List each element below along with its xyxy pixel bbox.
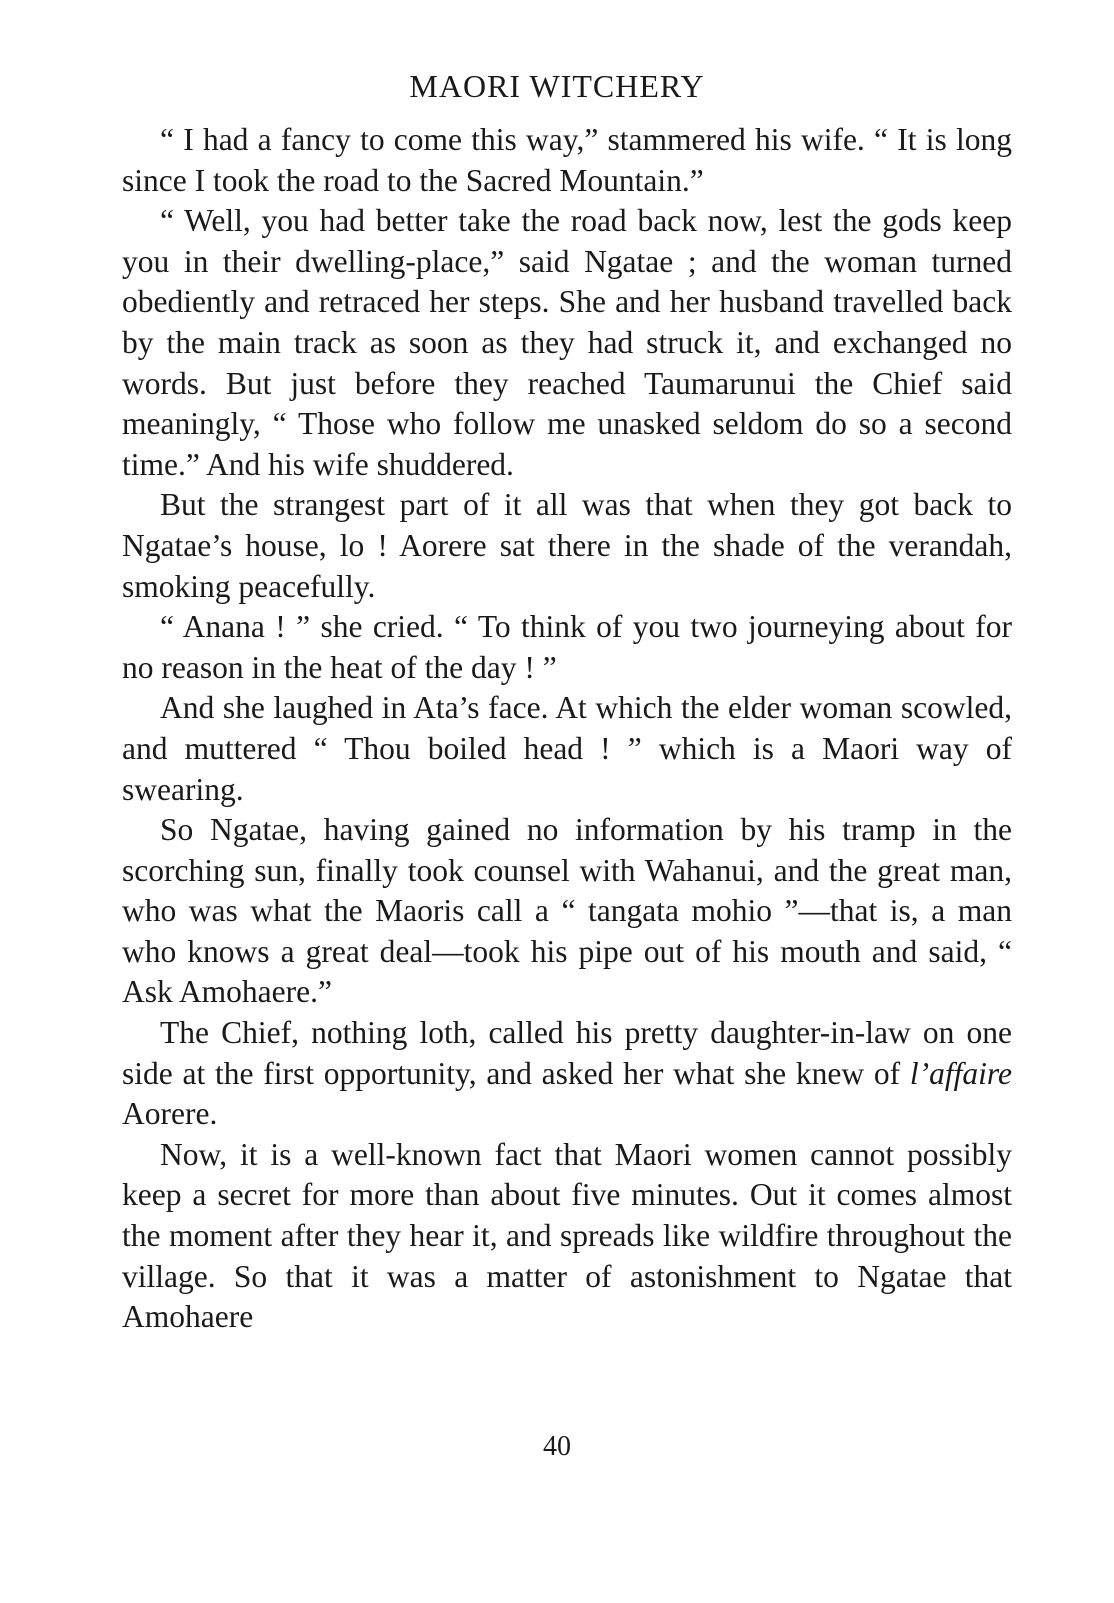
running-head: MAORI WITCHERY <box>409 68 705 104</box>
paragraph: So Ngatae, having gained no information by his tramp in the scorching sun, finally took counsel with Wahanui, and the great man, who was what the Maoris call a “ tangata mohio ”—that is, a man who knows a great deal—took his pipe out of his mouth and said, “ Ask Amohaere.” <box>122 812 1012 1010</box>
paragraph-text: The Chief, nothing loth, called his pretty daughter-in-law on one side at the first opportunity, and asked her what she knew of <box>122 1015 1012 1091</box>
paragraph-text: Aorere. <box>122 1096 218 1132</box>
italic-phrase: l’affaire <box>909 1055 1012 1091</box>
paragraph: Now, it is a well-known fact that Maori women cannot possibly keep a secret for more than about five minutes. Out it comes almost the moment after they hear it, and spreads like wildfire throughout the village. So that it was a matter of astonishment to Ngatae that Amohaere <box>122 1136 1012 1335</box>
page-number: 40 <box>543 1431 571 1462</box>
paragraph: “ I had a fancy to come this way,” stammered his wife. “ It is long since I took the road to the Sacred Mountain.” <box>122 122 1012 198</box>
paragraph: And she laughed in Ata’s face. At which the elder woman scowled, and muttered “ Thou boiled head ! ” which is a Maori way of swearing. <box>122 690 1012 807</box>
paragraph-with-italic <box>122 1013 1012 1135</box>
body-text <box>122 120 1012 1338</box>
paragraph: “ Anana ! ” she cried. “ To think of you two journeying about for no reason in the heat of the day ! ” <box>122 609 1012 685</box>
paragraph: But the strangest part of it all was that when they got back to Ngatae’s house, lo ! Aorere sat there in the shade of the verandah, smoking peacefully. <box>122 487 1012 604</box>
paragraph: “ Well, you had better take the road back now, lest the gods keep you in their dwelling-place,” said Ngatae ; and the woman turned obediently and retraced her steps. She and her husband travelled back by the main track as soon as they had struck it, and exchanged no words. But just before they reached Taumarunui the Chief said meaningly, “ Those who follow me unasked seldom do so a second time.” And his wife shuddered. <box>122 203 1012 482</box>
